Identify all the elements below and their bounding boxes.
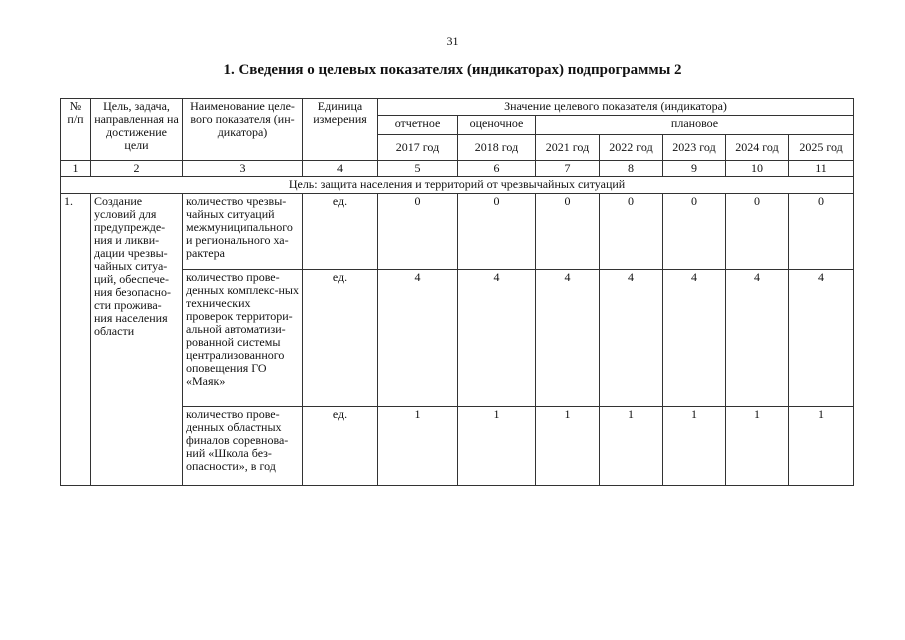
column-number: 1 [61, 161, 91, 177]
year-cell: 2024 год [726, 135, 789, 161]
task-text: Создание условий для предупрежде-ния и ликви-дации чрезвы-чайных ситуа-ций, обеспече-ния безопасно-сти прожива-ния населения области [91, 194, 183, 486]
value-cell: 4 [726, 270, 789, 407]
header-num: № п/п [61, 99, 91, 161]
value-cell: 4 [600, 270, 663, 407]
value-cell: 1 [600, 407, 663, 486]
year-cell: 2018 год [458, 135, 536, 161]
indicator-name: количество прове-денных областных финалов соревнова-ний «Школа без-опасности», в год [183, 407, 303, 486]
value-cell: 1 [726, 407, 789, 486]
header-value-group: Значение целевого показателя (индикатора) [378, 99, 854, 116]
column-numbers-row [61, 161, 854, 177]
header-estimated: оценочное [458, 116, 536, 135]
header-row-1 [61, 99, 854, 116]
year-cell: 2025 год [789, 135, 854, 161]
column-number: 4 [303, 161, 378, 177]
value-cell: 0 [663, 194, 726, 270]
header-reported: отчетное [378, 116, 458, 135]
value-cell: 0 [458, 194, 536, 270]
unit-cell: ед. [303, 407, 378, 486]
column-number: 5 [378, 161, 458, 177]
column-number: 7 [536, 161, 600, 177]
unit-cell: ед. [303, 194, 378, 270]
column-number: 11 [789, 161, 854, 177]
value-cell: 0 [378, 194, 458, 270]
column-number: 2 [91, 161, 183, 177]
value-cell: 0 [726, 194, 789, 270]
value-cell: 4 [536, 270, 600, 407]
value-cell: 4 [458, 270, 536, 407]
header-indicator: Наименование целе-вого показателя (ин-дикатора) [183, 99, 303, 161]
value-cell: 1 [663, 407, 726, 486]
column-number: 10 [726, 161, 789, 177]
goal-text: Цель: защита населения и территорий от чрезвычайных ситуаций [61, 177, 854, 194]
column-number: 6 [458, 161, 536, 177]
value-cell: 4 [378, 270, 458, 407]
task-number: 1. [61, 194, 91, 486]
table-row [61, 194, 854, 270]
goal-row [61, 177, 854, 194]
column-number: 3 [183, 161, 303, 177]
year-cell: 2022 год [600, 135, 663, 161]
value-cell: 0 [536, 194, 600, 270]
document-title: 1. Сведения о целевых показателях (индикаторах) подпрограммы 2 [223, 62, 682, 78]
page-number: 31 [446, 34, 459, 48]
indicators-table [60, 98, 854, 486]
header-goal: Цель, задача, направленная на достижение цели [91, 99, 183, 161]
column-number: 9 [663, 161, 726, 177]
header-unit: Единица измерения [303, 99, 378, 161]
indicator-name: количество чрезвы-чайных ситуаций межмуниципального и регионального ха-рактера [183, 194, 303, 270]
year-cell: 2021 год [536, 135, 600, 161]
value-cell: 0 [789, 194, 854, 270]
value-cell: 1 [378, 407, 458, 486]
indicator-name: количество прове-денных комплекс-ных технических проверок территори-альной автоматизи-рованной системы централизованного оповещения ГО «Маяк» [183, 270, 303, 407]
value-cell: 0 [600, 194, 663, 270]
year-cell: 2023 год [663, 135, 726, 161]
unit-cell: ед. [303, 270, 378, 407]
value-cell: 1 [458, 407, 536, 486]
header-planned: плановое [536, 116, 854, 135]
value-cell: 1 [536, 407, 600, 486]
value-cell: 4 [789, 270, 854, 407]
value-cell: 1 [789, 407, 854, 486]
year-cell: 2017 год [378, 135, 458, 161]
column-number: 8 [600, 161, 663, 177]
value-cell: 4 [663, 270, 726, 407]
